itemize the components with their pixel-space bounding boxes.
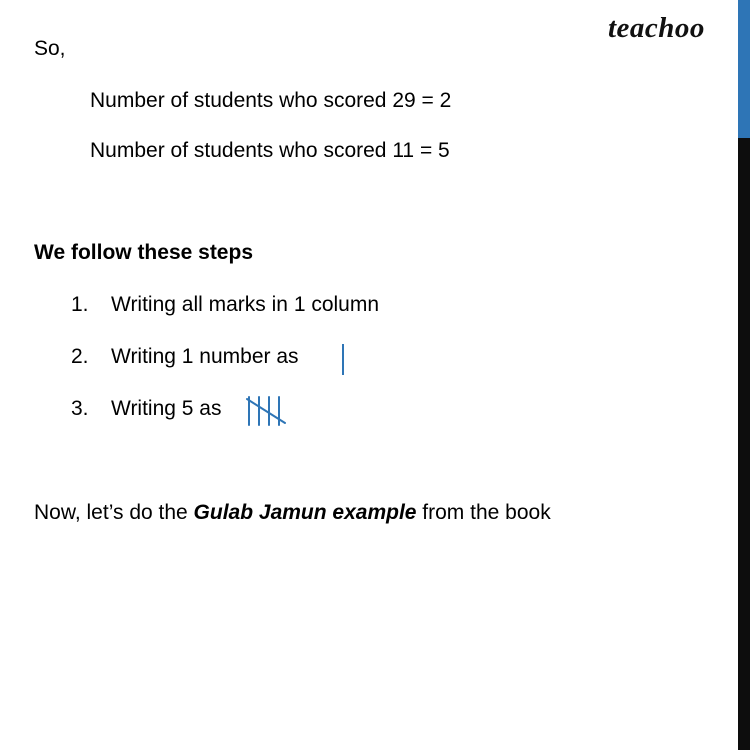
closing-emphasis: Gulab Jamun example (193, 501, 417, 524)
closing-line (34, 501, 551, 525)
step-text: Writing all marks in 1 column (111, 293, 380, 316)
sidebar-dark-bar (738, 138, 750, 750)
fact-line-2: Number of students who scored 11 = 5 (90, 139, 450, 162)
step-item-3 (71, 397, 222, 421)
step-text: Writing 1 number as (111, 345, 299, 368)
tally-five-icon (245, 394, 293, 428)
step-item-1 (71, 293, 379, 317)
sidebar-accent-bar (738, 0, 750, 138)
step-number: 1. (71, 293, 89, 316)
steps-heading: We follow these steps (34, 241, 253, 264)
step-number: 2. (71, 345, 89, 368)
step-number: 3. (71, 397, 89, 420)
tally-one-icon (342, 344, 344, 375)
closing-prefix: Now, let’s do the (34, 501, 194, 524)
teachoo-logo: teachoo (608, 12, 705, 44)
step-item-2 (71, 345, 299, 369)
fact-line-1: Number of students who scored 29 = 2 (90, 89, 452, 112)
intro-text: So, (34, 37, 66, 60)
closing-suffix: from the book (416, 501, 551, 524)
step-text: Writing 5 as (111, 397, 222, 420)
